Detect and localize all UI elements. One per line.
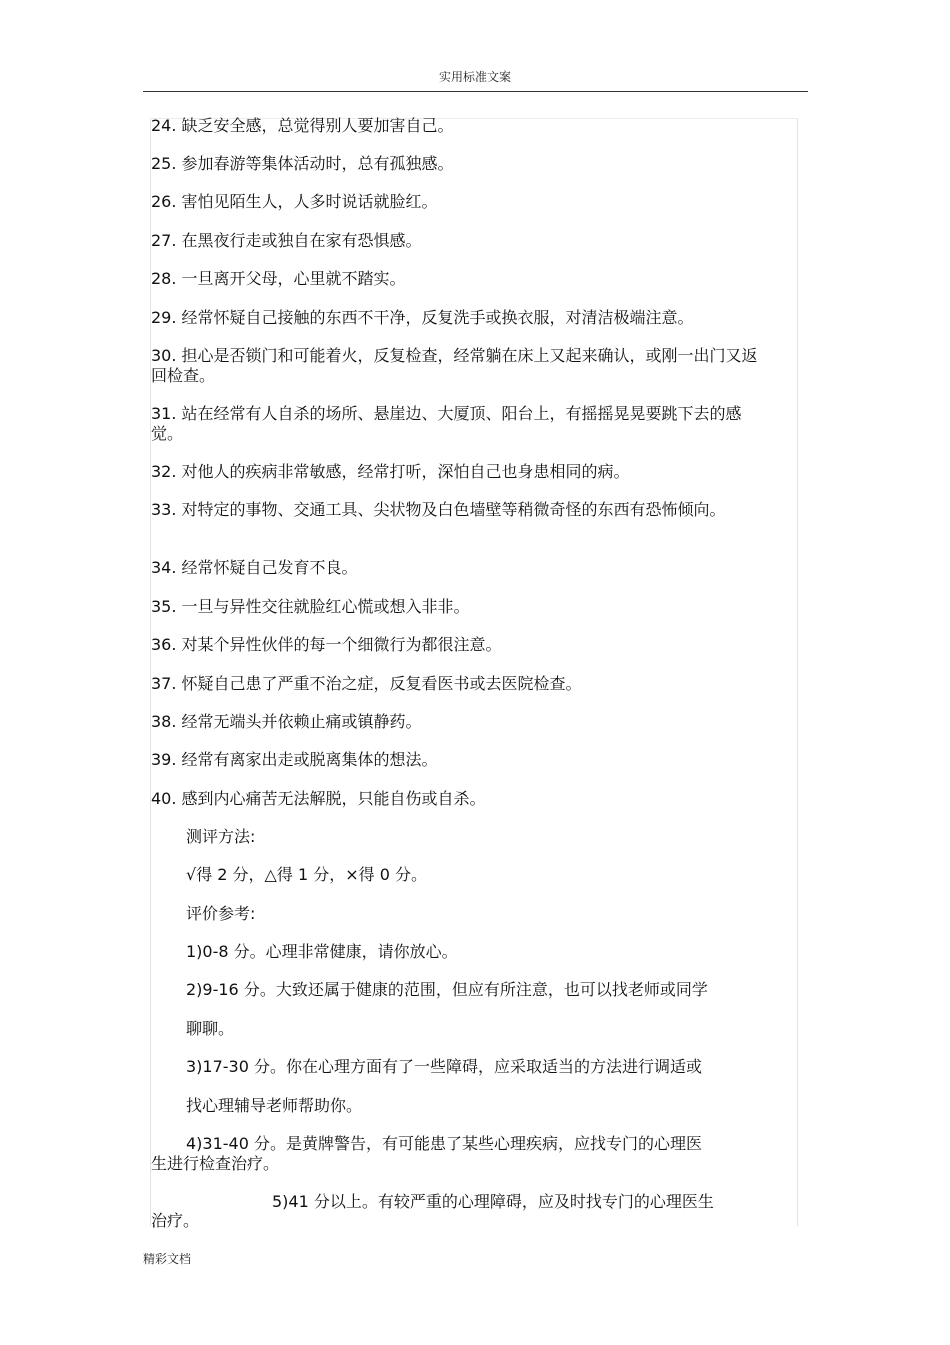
question-item-27: 27. 在黑夜行走或独自在家有恐惧感。 bbox=[151, 231, 422, 250]
reference-item-1: 1)0-8 分。心理非常健康，请你放心。 bbox=[186, 942, 458, 961]
question-item-37: 37. 怀疑自己患了严重不治之症，反复看医书或去医院检查。 bbox=[151, 674, 582, 693]
question-item-35: 35. 一旦与异性交往就脸红心慌或想入非非。 bbox=[151, 597, 470, 616]
question-item-24: 24. 缺乏安全感，总觉得别人要加害自己。 bbox=[151, 116, 454, 135]
header-divider bbox=[143, 91, 808, 92]
reference-item-3-line2: 找心理辅导老师帮助你。 bbox=[186, 1096, 363, 1115]
question-item-26: 26. 害怕见陌生人，人多时说话就脸红。 bbox=[151, 192, 438, 211]
question-item-30: 30. 担心是否锁门和可能着火，反复检查，经常躺在床上又起来确认，或刚一出门又返回检查。 bbox=[151, 346, 758, 385]
reference-item-2-line2: 聊聊。 bbox=[186, 1019, 235, 1038]
question-item-36: 36. 对某个异性伙伴的每一个细微行为都很注意。 bbox=[151, 635, 502, 654]
question-item-34: 34. 经常怀疑自己发育不良。 bbox=[151, 558, 358, 577]
scoring-method-text: √得 2 分，△得 1 分，×得 0 分。 bbox=[186, 865, 427, 884]
question-item-31: 31. 站在经常有人自杀的场所、悬崖边、大厦顶、阳台上，有摇摇晃晃要跳下去的感觉。 bbox=[151, 404, 742, 443]
reference-item-4-line2: 生进行检查治疗。 bbox=[151, 1154, 280, 1173]
question-item-38: 38. 经常无端头并依赖止痛或镇静药。 bbox=[151, 712, 422, 731]
question-item-40: 40. 感到内心痛苦无法解脱，只能自伤或自杀。 bbox=[151, 789, 486, 808]
question-item-29: 29. 经常怀疑自己接触的东西不干净，反复洗手或换衣服，对清洁极端注意。 bbox=[151, 308, 694, 327]
question-item-33: 33. 对特定的事物、交通工具、尖状物及白色墙壁等稍微奇怪的东西有恐怖倾向。 bbox=[151, 500, 726, 519]
reference-item-5-line1: 5)41 分以上。有较严重的心理障碍，应及时找专门的心理医生 bbox=[272, 1192, 714, 1211]
reference-item-4-line1: 4)31-40 分。是黄牌警告，有可能患了某些心理疾病，应找专门的心理医 bbox=[186, 1134, 703, 1153]
question-item-28: 28. 一旦离开父母，心里就不踏实。 bbox=[151, 269, 406, 288]
reference-item-3-line1: 3)17-30 分。你在心理方面有了一些障碍，应采取适当的方法进行调适或 bbox=[186, 1057, 703, 1076]
page-header-title: 实用标准文案 bbox=[438, 70, 511, 84]
evaluation-reference-label: 评价参考: bbox=[186, 904, 256, 923]
question-item-32: 32. 对他人的疾病非常敏感，经常打听，深怕自己也身患相同的病。 bbox=[151, 462, 630, 481]
question-item-25: 25. 参加春游等集体活动时，总有孤独感。 bbox=[151, 154, 454, 173]
reference-item-5-line2: 治疗。 bbox=[151, 1211, 200, 1230]
content-frame-right bbox=[797, 118, 798, 1226]
reference-item-2-line1: 2)9-16 分。大致还属于健康的范围，但应有所注意，也可以找老师或同学 bbox=[186, 980, 708, 999]
scoring-method-label: 测评方法: bbox=[186, 827, 256, 846]
page-footer-text: 精彩文档 bbox=[143, 1252, 192, 1266]
question-item-39: 39. 经常有离家出走或脱离集体的想法。 bbox=[151, 750, 438, 769]
